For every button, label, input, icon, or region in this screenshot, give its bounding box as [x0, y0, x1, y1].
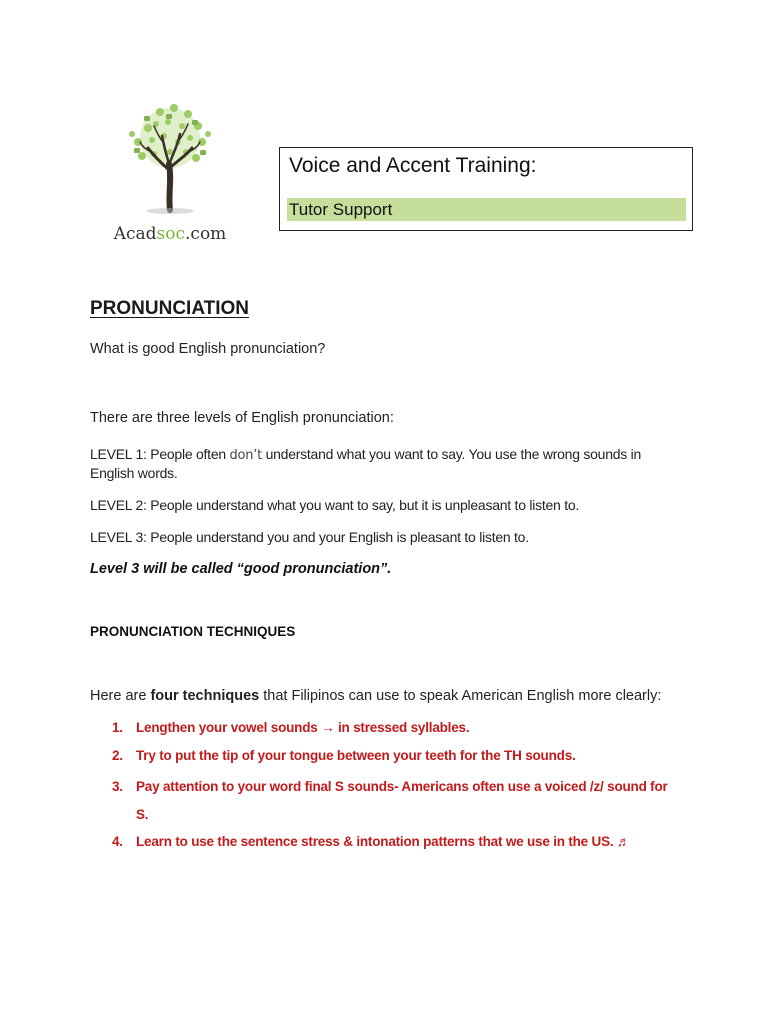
list-item: 4. Learn to use the sentence stress & intonation patterns that we use in the US. ♬ [112, 834, 631, 849]
level-3-text: LEVEL 3: People understand you and your English is pleasant to listen to. [90, 529, 529, 545]
level-1-text-line2: English words. [90, 465, 178, 481]
document-title: Voice and Accent Training: [289, 154, 537, 177]
list-item: 2. Try to put the tip of your tongue between your teeth for the TH sounds. [112, 748, 576, 763]
section-heading-techniques: PRONUNCIATION TECHNIQUES [90, 624, 296, 639]
list-item: 1. Lengthen your vowel sounds → in stressed syllables. [112, 720, 470, 735]
good-pronunciation-emphasis: Level 3 will be called “good pronunciation”. [90, 561, 392, 577]
level-1-text: LEVEL 1: People often don’t understand what you want to say. You use the wrong sounds in [90, 446, 642, 463]
level-2-text: LEVEL 2: People understand what you want to say, but it is unpleasant to listen to. [90, 497, 580, 513]
question-text: What is good English pronunciation? [90, 341, 326, 357]
document-subtitle: Tutor Support [287, 198, 686, 221]
techniques-list [90, 716, 690, 858]
list-item: 3. Pay attention to your word final S sounds- Americans often use a voiced /z/ sound for S. [112, 779, 668, 822]
section-heading-pronunciation: PRONUNCIATION [90, 298, 250, 319]
techniques-intro: Here are four techniques that Filipinos can use to speak American English more clearly: [90, 688, 662, 704]
logo-wordmark: Acadsoc.com [113, 224, 227, 244]
acadsoc-logo [108, 98, 232, 248]
title-box [279, 147, 693, 231]
levels-intro: There are three levels of English pronunciation: [90, 410, 394, 426]
tree-icon [108, 98, 232, 224]
